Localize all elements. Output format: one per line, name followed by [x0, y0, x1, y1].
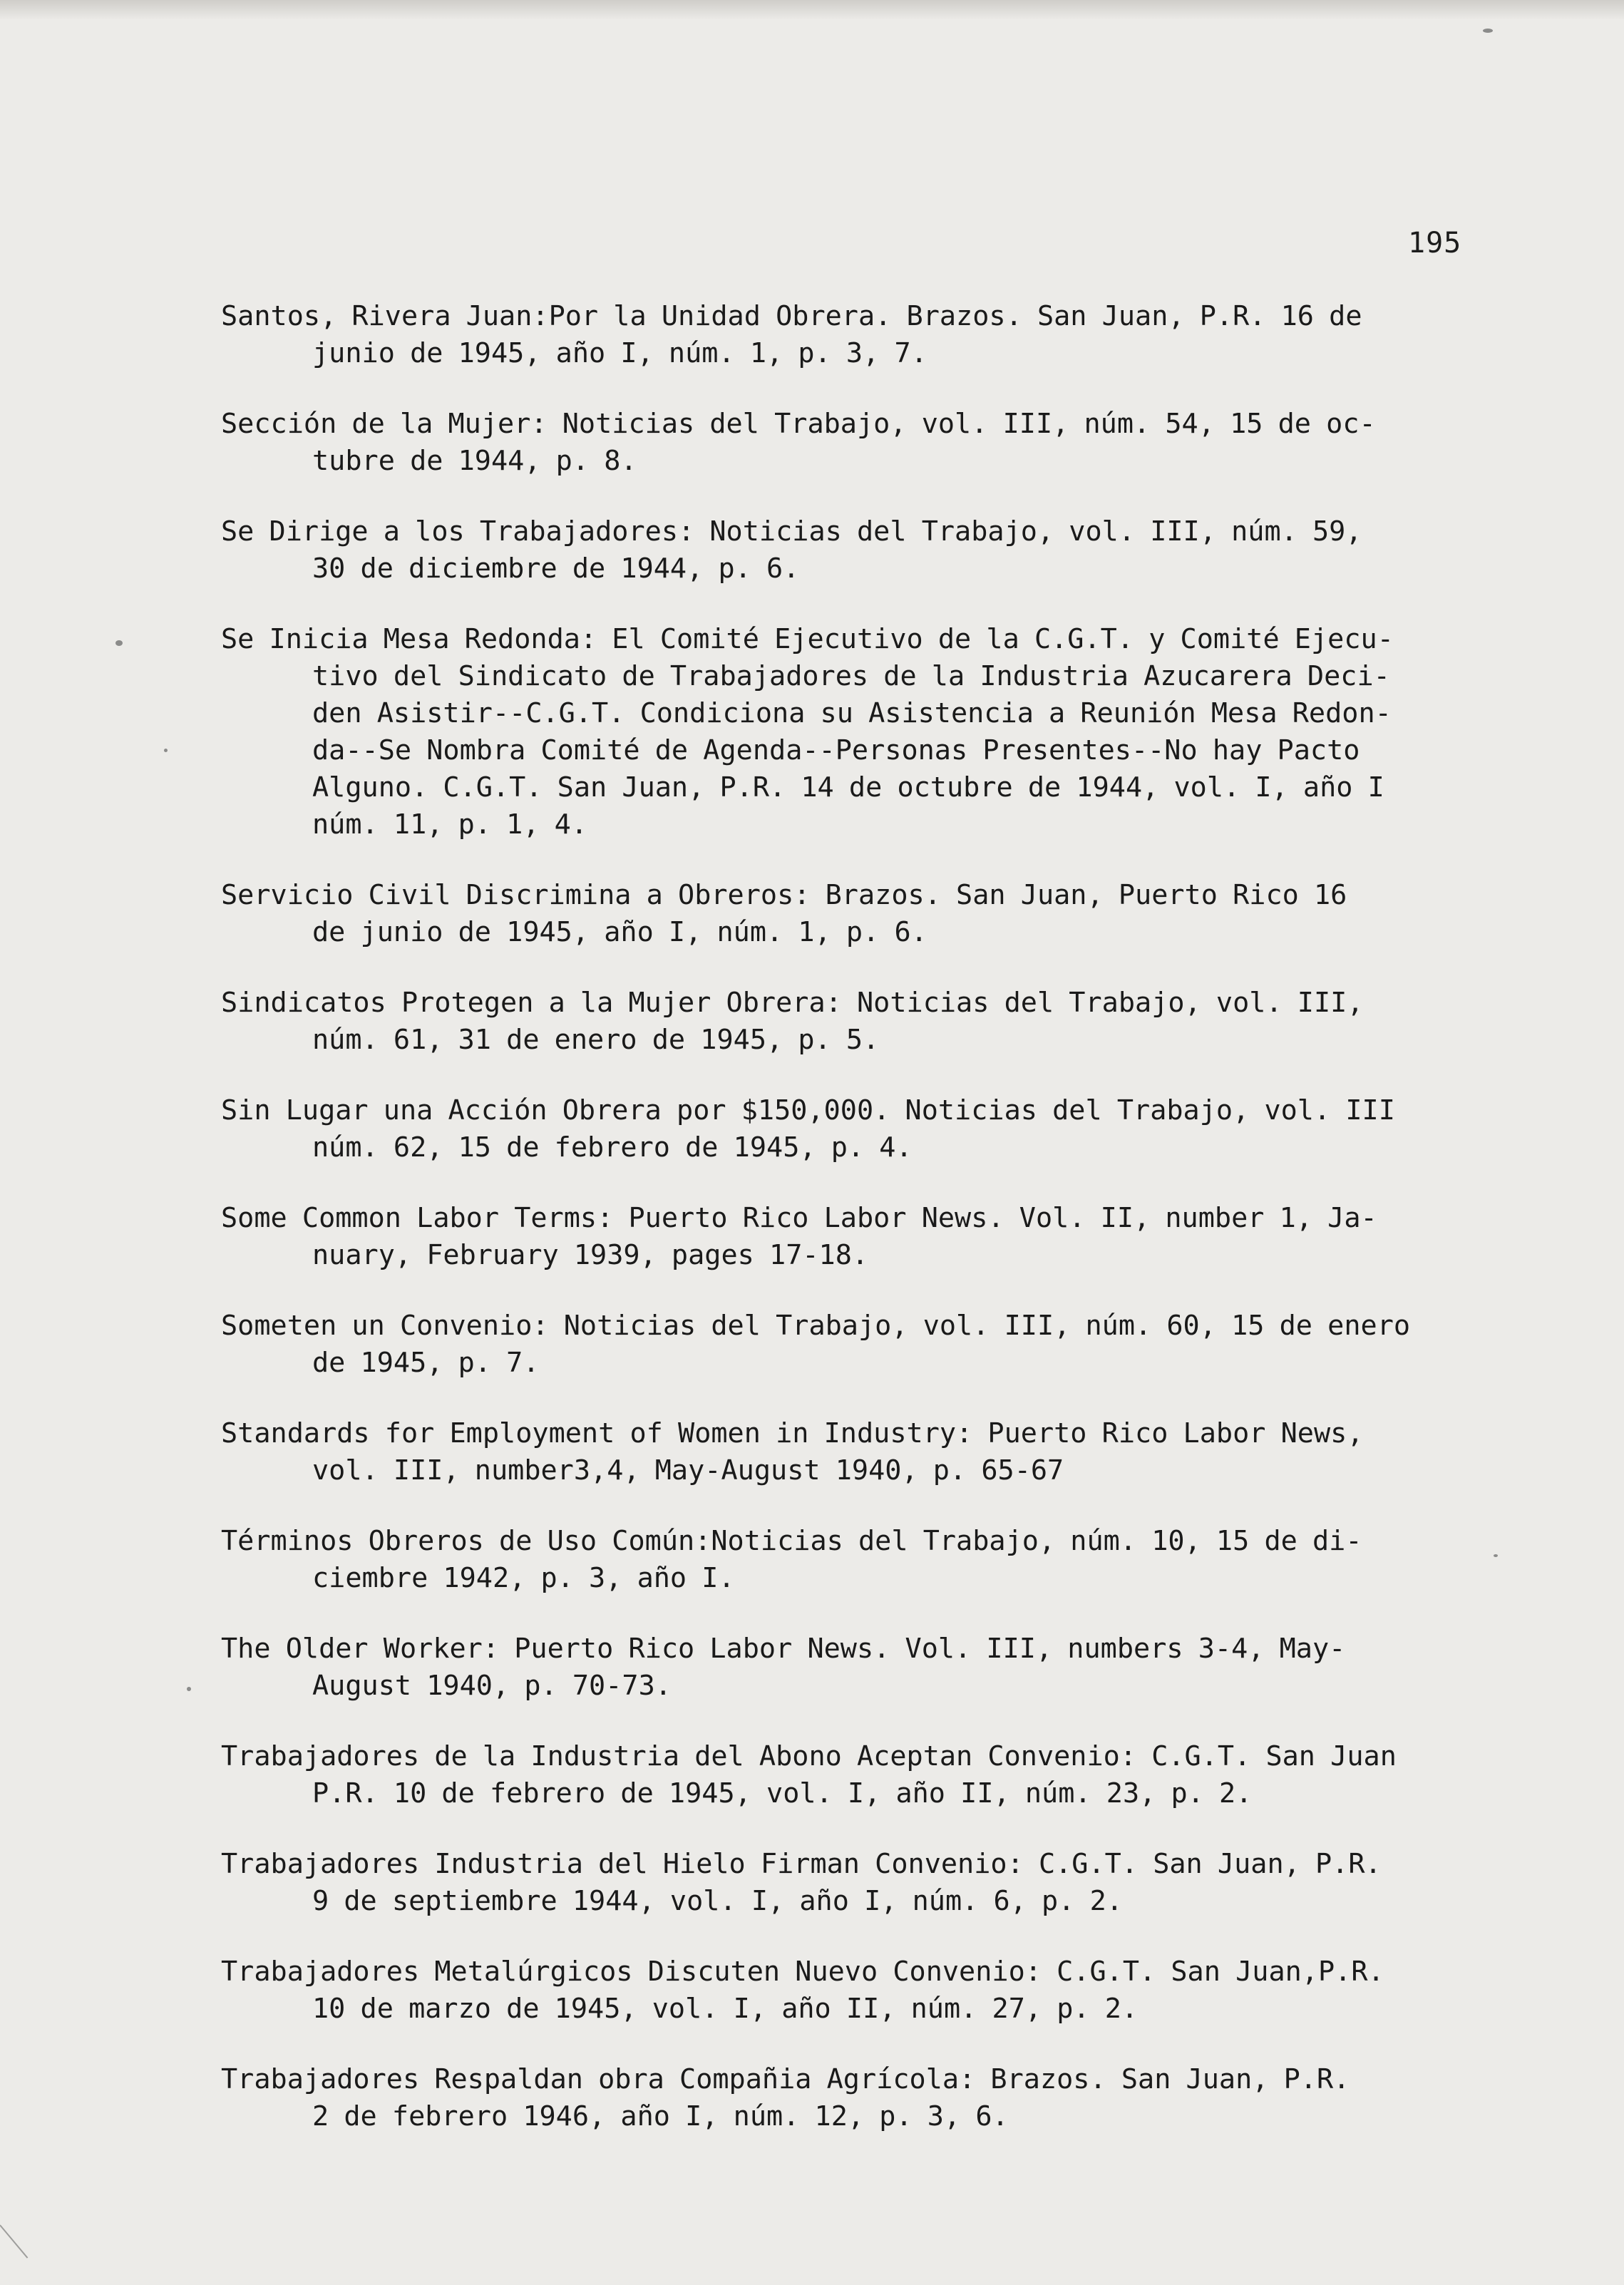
- ink-speck: [187, 1687, 191, 1691]
- entry-line: Some Common Labor Terms: Puerto Rico Labor News. Vol. II, number 1, Ja-: [221, 1202, 1377, 1234]
- entry-line: 30 de diciembre de 1944, p. 6.: [312, 553, 800, 585]
- bibliography-entry: [221, 1738, 1511, 1812]
- entry-line: Alguno. C.G.T. San Juan, P.R. 14 de octubre de 1944, vol. I, año I: [312, 771, 1384, 803]
- entry-line: Servicio Civil Discrimina a Obreros: Brazos. San Juan, Puerto Rico 16: [221, 879, 1347, 911]
- entry-line: núm. 61, 31 de enero de 1945, p. 5.: [312, 1024, 880, 1056]
- ink-speck: [1483, 29, 1493, 33]
- entry-line: tivo del Sindicato de Trabajadores de la Industria Azucarera Deci-: [312, 660, 1390, 692]
- entry-line: den Asistir--C.G.T. Condiciona su Asistencia a Reunión Mesa Redon-: [312, 697, 1392, 729]
- entry-line: Santos, Rivera Juan:Por la Unidad Obrera. Brazos. San Juan, P.R. 16 de: [221, 300, 1362, 332]
- entry-line: tubre de 1944, p. 8.: [312, 445, 637, 477]
- bibliography-entry: [221, 513, 1511, 587]
- ink-speck: [1494, 1554, 1498, 1557]
- entry-line: Trabajadores Respaldan obra Compañia Agrícola: Brazos. San Juan, P.R.: [221, 2063, 1350, 2095]
- entry-line: de junio de 1945, año I, núm. 1, p. 6.: [312, 916, 927, 948]
- entry-line: The Older Worker: Puerto Rico Labor News. Vol. III, numbers 3-4, May-: [221, 1633, 1346, 1665]
- entry-line: August 1940, p. 70-73.: [312, 1670, 672, 1702]
- entry-line: Trabajadores Metalúrgicos Discuten Nuevo Convenio: C.G.T. San Juan,P.R.: [221, 1956, 1384, 1988]
- entry-line: Se Inicia Mesa Redonda: El Comité Ejecutivo de la C.G.T. y Comité Ejecu-: [221, 623, 1394, 655]
- entry-line: Sección de la Mujer: Noticias del Trabajo, vol. III, núm. 54, 15 de oc-: [221, 408, 1376, 440]
- bibliography-entry: [221, 406, 1511, 480]
- bibliography-entry: [221, 298, 1511, 372]
- entry-line: Someten un Convenio: Noticias del Trabajo, vol. III, núm. 60, 15 de enero: [221, 1310, 1411, 1342]
- bibliography-entry: [221, 1631, 1511, 1705]
- bibliography-list: [221, 298, 1511, 2169]
- page-top-edge: [0, 0, 1624, 20]
- entry-line: 10 de marzo de 1945, vol. I, año II, núm. 27, p. 2.: [312, 1993, 1139, 2025]
- entry-line: vol. III, number3,4, May-August 1940, p. 65-67: [312, 1454, 1064, 1486]
- bibliography-entry: [221, 1523, 1511, 1597]
- bibliography-entry: [221, 1846, 1511, 1920]
- entry-line: núm. 62, 15 de febrero de 1945, p. 4.: [312, 1131, 913, 1164]
- ink-speck: [164, 749, 168, 752]
- entry-line: Sindicatos Protegen a la Mujer Obrera: Noticias del Trabajo, vol. III,: [221, 987, 1364, 1019]
- entry-line: Se Dirige a los Trabajadores: Noticias del Trabajo, vol. III, núm. 59,: [221, 515, 1362, 548]
- page-crease: [0, 2224, 28, 2258]
- entry-line: Trabajadores Industria del Hielo Firman Convenio: C.G.T. San Juan, P.R.: [221, 1848, 1382, 1880]
- entry-line: ciembre 1942, p. 3, año I.: [312, 1562, 735, 1594]
- bibliography-entry: [221, 1308, 1511, 1382]
- page-number: 195: [1408, 227, 1462, 260]
- entry-line: P.R. 10 de febrero de 1945, vol. I, año II, núm. 23, p. 2.: [312, 1777, 1253, 1809]
- bibliography-entry: [221, 1092, 1511, 1166]
- bibliography-entry: [221, 621, 1511, 843]
- entry-line: Términos Obreros de Uso Común:Noticias del Trabajo, núm. 10, 15 de di-: [221, 1525, 1362, 1557]
- entry-line: Trabajadores de la Industria del Abono Aceptan Convenio: C.G.T. San Juan: [221, 1740, 1397, 1772]
- entry-line: de 1945, p. 7.: [312, 1347, 540, 1379]
- bibliography-entry: [221, 1953, 1511, 2028]
- bibliography-entry: [221, 2061, 1511, 2135]
- bibliography-entry: [221, 1200, 1511, 1274]
- entry-line: junio de 1945, año I, núm. 1, p. 3, 7.: [312, 337, 927, 369]
- entry-line: Sin Lugar una Acción Obrera por $150,000. Noticias del Trabajo, vol. III: [221, 1094, 1395, 1126]
- bibliography-entry: [221, 1415, 1511, 1489]
- entry-line: da--Se Nombra Comité de Agenda--Personas Presentes--No hay Pacto: [312, 734, 1360, 766]
- bibliography-entry: [221, 985, 1511, 1059]
- bibliography-entry: [221, 877, 1511, 951]
- entry-line: núm. 11, p. 1, 4.: [312, 808, 588, 841]
- entry-line: Standards for Employment of Women in Industry: Puerto Rico Labor News,: [221, 1417, 1364, 1449]
- entry-line: nuary, February 1939, pages 17-18.: [312, 1239, 869, 1271]
- ink-speck: [115, 640, 123, 646]
- entry-line: 2 de febrero 1946, año I, núm. 12, p. 3, 6.: [312, 2100, 1009, 2132]
- entry-line: 9 de septiembre 1944, vol. I, año I, núm. 6, p. 2.: [312, 1885, 1123, 1917]
